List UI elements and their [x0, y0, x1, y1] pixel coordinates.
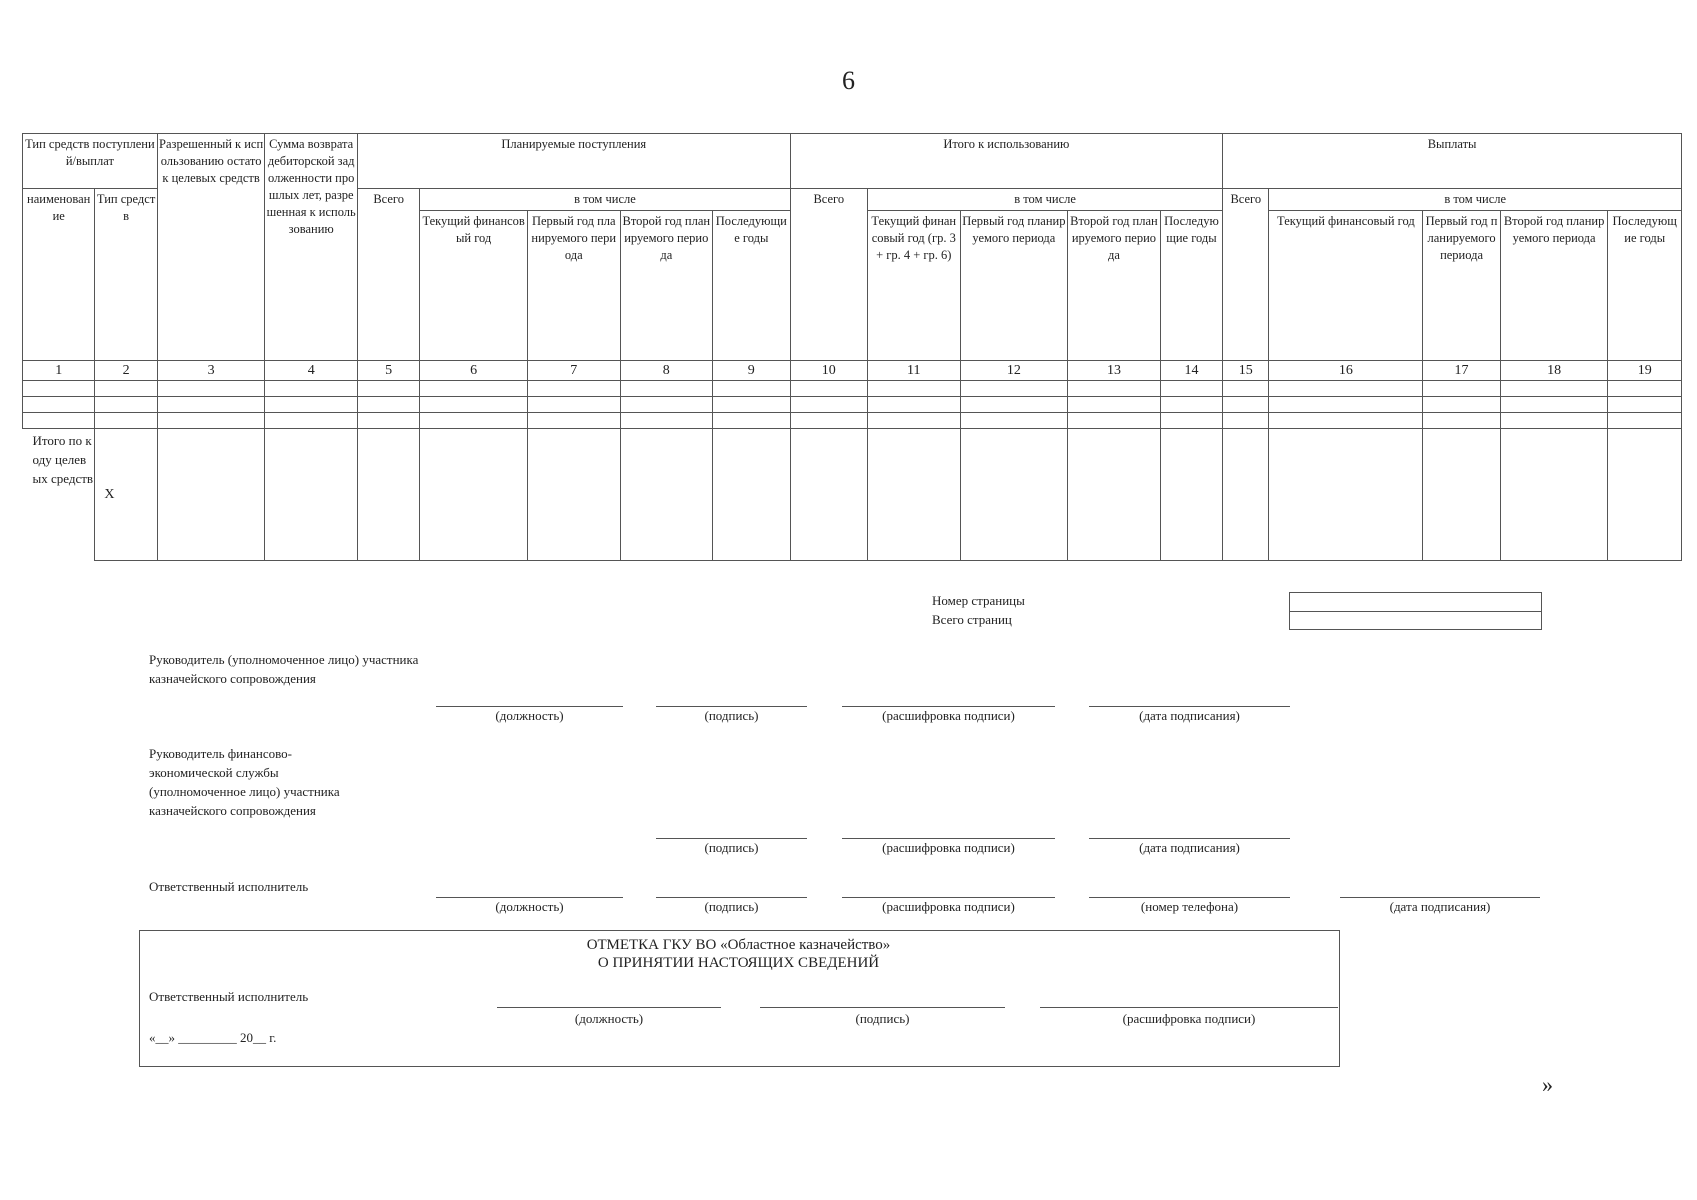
column-number: 13	[1068, 361, 1161, 381]
head-label: Руководитель (уполномоченное лицо) участника казначейского сопровождения	[149, 652, 419, 686]
signature-line	[760, 1007, 1005, 1008]
itogo-row	[23, 429, 1682, 561]
report-table	[22, 133, 1682, 561]
column-number: 17	[1423, 361, 1500, 381]
header-perviy-god: Первый год планируемого периода	[960, 211, 1068, 361]
signature-line	[1340, 897, 1540, 898]
page-number: 6	[842, 66, 855, 95]
header-tip-sredstv-col: Тип средств	[95, 189, 157, 361]
treasury-mark-title	[139, 936, 1338, 972]
header-tekushchiy-god-formula: Текущий финансовый год (гр. 3 + гр. 4 + гр. 6)	[868, 211, 961, 361]
header-vtoroy-god: Второй год планируемого периода	[1068, 211, 1161, 361]
table-row	[23, 413, 1682, 429]
header-planiruemye: Планируемые поступления	[357, 134, 790, 189]
header-vsego-vyplaty: Всего	[1223, 189, 1269, 361]
header-posleduyushchie: Последующие годы	[1608, 211, 1682, 361]
column-number: 4	[265, 361, 358, 381]
treasury-date: «__» _________ 20__ г.	[149, 1030, 277, 1045]
header-posleduyushchie: Последующие годы	[1160, 211, 1222, 361]
column-number: 15	[1223, 361, 1269, 381]
header-posleduyushchie: Последующие годы	[713, 211, 790, 361]
signature-line	[1089, 838, 1290, 839]
header-tip-sredstv: Тип средств поступлений/выплат	[23, 134, 158, 189]
signature-caption: (подпись)	[704, 840, 759, 855]
treasury-executor-label: Ответственный исполнитель	[149, 989, 309, 1004]
phone-caption: (номер телефона)	[1140, 899, 1239, 914]
itogo-label: Итого по коду целевых средств	[23, 429, 95, 561]
decoding-caption: (расшифровка подписи)	[882, 708, 1015, 723]
column-number: 2	[95, 361, 157, 381]
date-caption: (дата подписания)	[1139, 840, 1240, 855]
column-number: 9	[713, 361, 790, 381]
decoding-caption: (расшифровка подписи)	[882, 840, 1015, 855]
header-v-tom-chisle: в том числе	[868, 189, 1223, 211]
date-caption: (дата подписания)	[1139, 708, 1240, 723]
header-vtoroy-god: Второй год планируемого периода	[1500, 211, 1608, 361]
page-number-field	[1289, 592, 1542, 612]
header-perviy-god: Первый год планируемого периода	[1423, 211, 1500, 361]
header-vsego-itogo: Всего	[790, 189, 867, 361]
header-vtoroy-god: Второй год планируемого периода	[620, 211, 713, 361]
header-tekushchiy-god: Текущий финансовый год	[420, 211, 528, 361]
table-row	[23, 397, 1682, 413]
page-number-label: Номер страницы	[932, 593, 1025, 608]
signature-line	[1040, 1007, 1338, 1008]
signature-line	[656, 897, 807, 898]
signature-line	[436, 706, 623, 707]
column-number: 18	[1500, 361, 1608, 381]
column-number: 11	[868, 361, 961, 381]
column-number: 5	[357, 361, 419, 381]
column-number: 1	[23, 361, 95, 381]
column-number: 3	[157, 361, 265, 381]
treasury-mark-title-line1: ОТМЕТКА ГКУ ВО «Областное казначейство»	[586, 937, 891, 953]
position-caption: (должность)	[495, 899, 564, 914]
position-caption: (должность)	[495, 708, 564, 723]
itogo-x: X	[95, 429, 157, 561]
signature-caption: (подпись)	[704, 899, 759, 914]
fin-head-label: Руководитель финансово-экономической службы (уполномоченное лицо) участника казначейского сопровождения	[149, 746, 340, 818]
header-perviy-god: Первый год планируемого периода	[527, 211, 620, 361]
header-vsego-postupleniya: Всего	[357, 189, 419, 361]
executor-label: Ответственный исполнитель	[149, 879, 309, 894]
header-itogo-k-ispolzovaniyu: Итого к использованию	[790, 134, 1223, 189]
signature-line	[842, 838, 1055, 839]
total-pages-field	[1289, 611, 1542, 630]
header-v-tom-chisle: в том числе	[1269, 189, 1682, 211]
column-number: 10	[790, 361, 867, 381]
column-number: 12	[960, 361, 1068, 381]
signature-line	[1089, 706, 1290, 707]
header-summa-vozvrata: Сумма возврата дебиторской задолженности прошлых лет, разрешенная к использованию	[265, 134, 358, 361]
column-number: 19	[1608, 361, 1682, 381]
column-number: 14	[1160, 361, 1222, 381]
header-v-tom-chisle: в том числе	[420, 189, 790, 211]
signature-line	[1089, 897, 1290, 898]
signature-line	[842, 706, 1055, 707]
signature-line	[656, 706, 807, 707]
total-pages-label: Всего страниц	[932, 612, 1012, 627]
signature-line	[436, 897, 623, 898]
header-naimenovanie: наименование	[23, 189, 95, 361]
header-razreshennyi-ostatok: Разрешенный к использованию остаток целевых средств	[157, 134, 265, 361]
decoding-caption: (расшифровка подписи)	[882, 899, 1015, 914]
column-number: 6	[420, 361, 528, 381]
decoding-caption: (расшифровка подписи)	[1122, 1011, 1256, 1026]
signature-line	[842, 897, 1055, 898]
position-caption: (должность)	[574, 1011, 644, 1026]
closing-quote: »	[1542, 1072, 1553, 1097]
signature-caption: (подпись)	[855, 1011, 910, 1026]
header-vyplaty: Выплаты	[1223, 134, 1682, 189]
signature-caption: (подпись)	[704, 708, 759, 723]
header-tekushchiy-god: Текущий финансовый год	[1269, 211, 1423, 361]
date-caption: (дата подписания)	[1389, 899, 1491, 914]
signature-line	[656, 838, 807, 839]
column-number: 8	[620, 361, 713, 381]
table-row	[23, 381, 1682, 397]
signature-line	[497, 1007, 721, 1008]
column-number: 16	[1269, 361, 1423, 381]
treasury-mark-title-line2: О ПРИНЯТИИ НАСТОЯЩИХ СВЕДЕНИЙ	[597, 955, 880, 971]
column-number: 7	[527, 361, 620, 381]
